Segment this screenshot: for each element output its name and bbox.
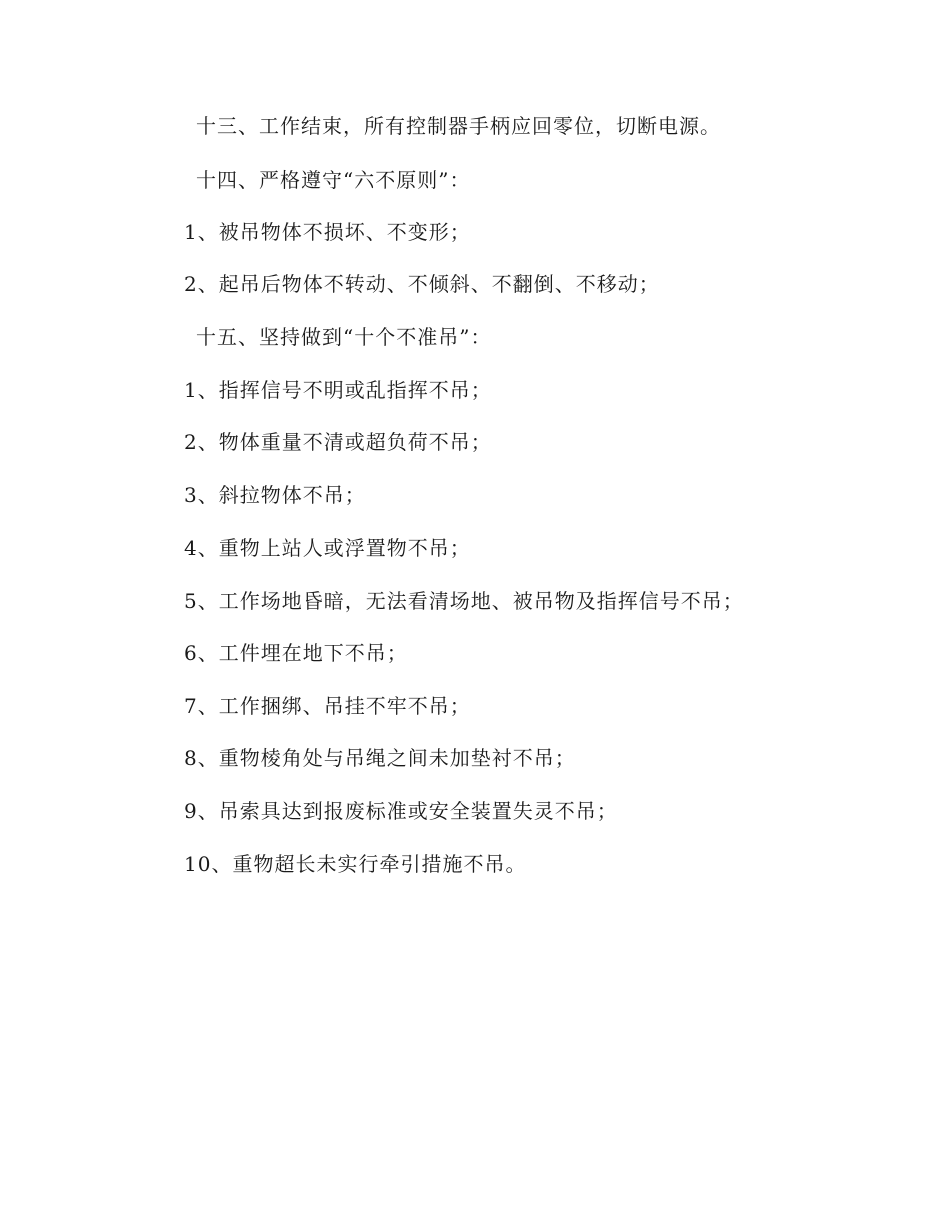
no-lift-item-10: 10、重物超长未实行牵引措施不吊。: [184, 852, 527, 876]
section-15-heading: 十五、坚持做到“十个不准吊”：: [196, 325, 492, 349]
no-lift-item-9: 9、吊索具达到报废标准或安全装置失灵不吊；: [184, 799, 618, 823]
no-lift-item-3: 3、斜拉物体不吊；: [184, 483, 366, 507]
six-rules-item-1: 1、被吊物体不损坏、不变形；: [184, 220, 471, 244]
no-lift-item-5: 5、工作场地昏暗，无法看清场地、被吊物及指挥信号不吊；: [184, 589, 744, 613]
no-lift-item-2: 2、物体重量不清或超负荷不吊；: [184, 430, 492, 454]
no-lift-item-6: 6、工件埋在地下不吊；: [184, 641, 408, 665]
no-lift-item-1: 1、指挥信号不明或乱指挥不吊；: [184, 378, 492, 402]
section-14-heading: 十四、严格遵守“六不原则”：: [196, 168, 471, 192]
no-lift-item-7: 7、工作捆绑、吊挂不牢不吊；: [184, 694, 471, 718]
no-lift-item-8: 8、重物棱角处与吊绳之间未加垫衬不吊；: [184, 746, 576, 770]
no-lift-item-4: 4、重物上站人或浮置物不吊；: [184, 536, 471, 560]
six-rules-item-2: 2、起吊后物体不转动、不倾斜、不翻倒、不移动；: [184, 272, 660, 296]
section-13-text: 十三、工作结束，所有控制器手柄应回零位，切断电源。: [196, 114, 721, 138]
